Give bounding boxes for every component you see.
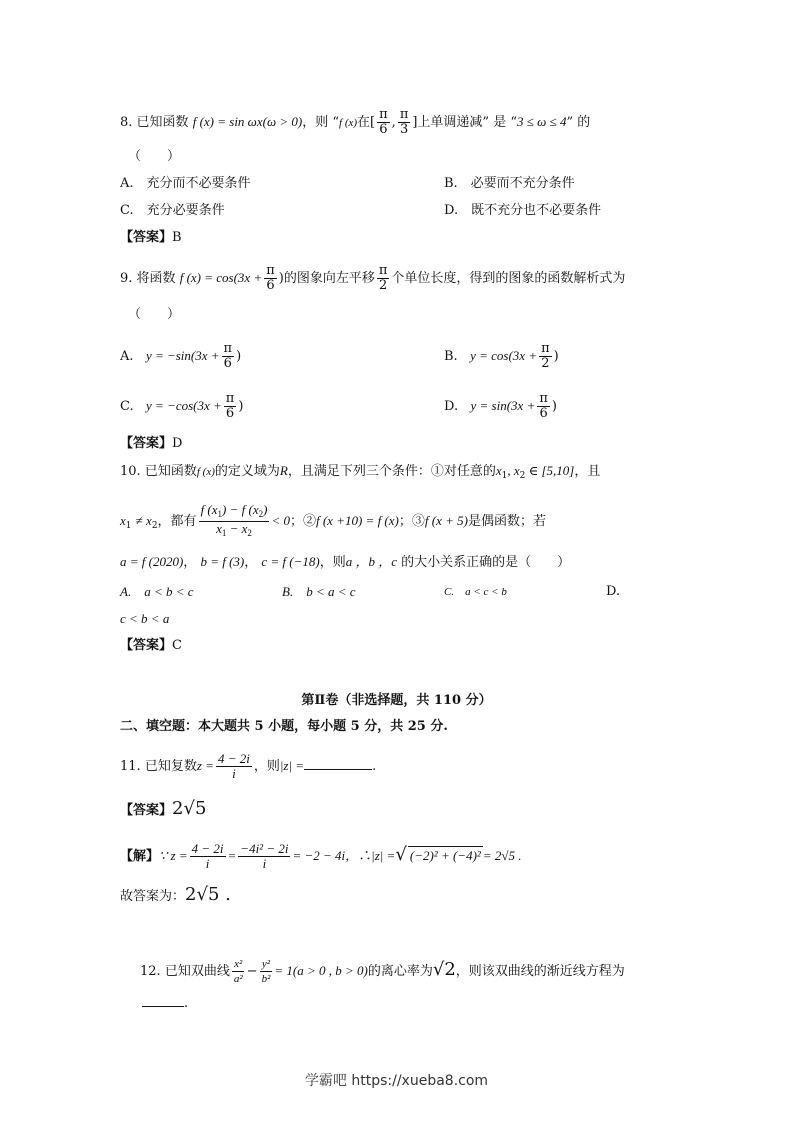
condition-3: f (x + 5) bbox=[424, 513, 468, 528]
numerator: π bbox=[266, 263, 275, 278]
q9-frac-2 bbox=[377, 264, 390, 293]
den-part: x bbox=[216, 521, 222, 536]
q9-text: 将函数 bbox=[136, 271, 176, 286]
option-label: B. bbox=[444, 349, 458, 364]
question-number: 9. bbox=[120, 271, 133, 286]
numerator: −4i² − 2i bbox=[240, 841, 289, 856]
denominator: 2 bbox=[378, 278, 388, 293]
q11-final bbox=[120, 886, 231, 906]
numerator: y² bbox=[261, 958, 271, 970]
q9-text: )的图象向左平移 bbox=[278, 271, 375, 286]
q10-option-c: C. a < c < b bbox=[444, 586, 507, 598]
q9-option-b bbox=[444, 342, 559, 371]
q9-a-frac bbox=[222, 342, 235, 371]
denominator: i bbox=[205, 856, 210, 871]
q11-answer bbox=[120, 800, 206, 820]
q10-frac bbox=[199, 503, 270, 540]
q8-answer bbox=[120, 229, 182, 247]
q9-option-d bbox=[444, 392, 557, 421]
q11-text: 已知复数 bbox=[144, 759, 197, 774]
numerator: π bbox=[379, 107, 388, 122]
q11-frac bbox=[216, 752, 252, 781]
num-part: f (x bbox=[200, 502, 218, 517]
q10-text: ，且 bbox=[574, 464, 601, 479]
q10-domain: R bbox=[279, 463, 288, 478]
q9-frac-1 bbox=[264, 264, 277, 293]
paren-close: ) bbox=[551, 399, 557, 414]
numerator: π bbox=[399, 107, 409, 122]
q12-frac-y bbox=[260, 957, 273, 986]
subscript: 2 bbox=[151, 521, 158, 531]
q9-d-frac bbox=[537, 392, 550, 421]
q8-line1: 8. 已知函数 f (x) = sin ωx(ω > 0)，则 “f (x)在[ $\frac{\pi}{6}$ , $\frac{\pi}{3}$ ]上单调递减” 是 “3 ≤ ω ≤ 4” 的 bbox=[120, 107, 591, 137]
condition-2: f (x +10) = f (x) bbox=[315, 513, 399, 528]
denominator bbox=[214, 522, 254, 540]
q10-text: 的定义域为 bbox=[214, 464, 280, 479]
answer-value: D bbox=[172, 436, 183, 451]
equals: = bbox=[227, 848, 237, 863]
q8-text: 在[ bbox=[357, 115, 376, 130]
q10-text: ，都有 bbox=[157, 514, 197, 529]
option-label: A. bbox=[120, 349, 134, 364]
denominator: 3 bbox=[399, 122, 409, 137]
option-expr: y = −cos(3x + bbox=[146, 398, 222, 413]
var-x: x bbox=[495, 463, 502, 478]
q12-equation: = 1(a > 0 , b > 0) bbox=[274, 963, 368, 978]
question-number: 10. bbox=[120, 464, 141, 479]
den-part: − x bbox=[226, 521, 248, 536]
denominator: b² bbox=[261, 973, 271, 985]
denominator: i bbox=[232, 766, 236, 781]
q8-paren: （ ） bbox=[128, 149, 181, 164]
numerator: 4 − 2i bbox=[217, 751, 250, 766]
numerator bbox=[199, 503, 270, 522]
q9-line1 bbox=[120, 264, 625, 293]
subscript: 2 bbox=[258, 509, 264, 519]
neq: ≠ x bbox=[135, 513, 152, 528]
q9-paren: （ ） bbox=[128, 307, 181, 322]
q12-line2 bbox=[142, 994, 188, 1013]
final-answer: 2√5 . bbox=[185, 884, 231, 905]
var-x: x bbox=[120, 513, 126, 528]
q10-line3: a = f (2020)， b = f (3)， c = f (−18)，则a ，b ，c 的大小关系正确的是（ ） bbox=[120, 554, 571, 570]
denominator: a² bbox=[233, 973, 243, 985]
q9-answer bbox=[120, 435, 182, 453]
lt-zero: < 0 bbox=[271, 513, 290, 528]
eccentricity: √2 bbox=[432, 959, 456, 980]
period: . bbox=[372, 759, 377, 774]
sol-part: = 2√5 . bbox=[482, 848, 522, 863]
q8-text: ” 的 bbox=[566, 115, 591, 130]
section-subtitle: 二、填空题：本大题共 5 小题，每小题 5 分，共 25 分. bbox=[120, 719, 448, 734]
abs-z: |z| = bbox=[279, 758, 305, 773]
num-part: ) − f (x bbox=[222, 502, 259, 517]
answer-blank[interactable] bbox=[142, 994, 184, 1007]
q10-line2 bbox=[120, 503, 546, 544]
q8-option-a: A. 充分而不必要条件 bbox=[120, 176, 251, 191]
q10-option-d-value: c < b < a bbox=[120, 611, 170, 626]
denominator: 6 bbox=[223, 356, 232, 371]
paren-close: ) bbox=[553, 349, 559, 364]
sol-part: = −2 − 4i bbox=[292, 848, 346, 863]
def-a: a = f (2020) bbox=[120, 554, 184, 569]
numerator: π bbox=[225, 391, 235, 406]
q10-text: ，则 bbox=[319, 555, 346, 570]
q10-text: 已知函数 bbox=[144, 464, 197, 479]
option-expr: y = −sin(3x + bbox=[145, 348, 220, 363]
def-b: b = f (3) bbox=[200, 554, 245, 569]
q10-option-d: D. bbox=[606, 584, 621, 599]
q10-text: 是偶函数；若 bbox=[467, 514, 546, 529]
solution-label: 【解】 bbox=[120, 849, 160, 864]
q8-frac-1 bbox=[377, 108, 390, 137]
denominator: i bbox=[262, 856, 267, 871]
denominator: 6 bbox=[266, 278, 275, 293]
q10-option-b: B. b < a < c bbox=[282, 584, 356, 599]
numerator: π bbox=[541, 341, 550, 356]
paren-close: ) bbox=[236, 349, 242, 364]
def-c: c = f (−18) bbox=[261, 554, 320, 569]
answer-value: C bbox=[172, 638, 182, 653]
q10-option-a: A. a < b < c bbox=[120, 584, 194, 599]
q8-frac-2 bbox=[398, 108, 411, 137]
num-part: ) bbox=[263, 502, 268, 517]
q9-c-frac bbox=[224, 392, 237, 421]
q9-option-c bbox=[120, 392, 243, 421]
q10-fx: f (x) bbox=[196, 466, 215, 478]
q8-text: ]上单调递减” 是 “ bbox=[412, 115, 517, 130]
sol-part: ∵ z = bbox=[159, 848, 188, 863]
q8-fx: f (x) bbox=[339, 117, 358, 129]
question-number: 8. bbox=[120, 115, 133, 130]
sqrt-expr: (−2)² + (−4)² bbox=[409, 848, 481, 863]
q8-text: 已知函数 bbox=[136, 115, 189, 130]
q10-text: 的大小关系正确的是（ ） bbox=[401, 555, 571, 570]
answer-label: 【答案】 bbox=[120, 230, 173, 245]
answer-blank[interactable] bbox=[304, 757, 372, 770]
q9-function: f (x) = cos(3x + bbox=[179, 270, 263, 285]
q12-frac-x bbox=[232, 957, 245, 986]
q10-text: ，且满足下列三个条件：①对任意的 bbox=[287, 464, 496, 479]
var-x: , x bbox=[507, 463, 520, 478]
q8-option-d: D. 既不充分也不必要条件 bbox=[444, 203, 602, 218]
section-title: 第Ⅱ卷（非选择题，共 110 分） bbox=[301, 693, 492, 708]
q10-text: ；② bbox=[289, 514, 316, 529]
option-expr: y = sin(3x + bbox=[470, 398, 536, 413]
answer-value: B bbox=[172, 230, 182, 245]
answer-label: 【答案】 bbox=[120, 638, 173, 653]
var-z: z = bbox=[196, 758, 214, 773]
answer-label: 【答案】 bbox=[120, 803, 173, 818]
q11-text: ，则 bbox=[253, 759, 280, 774]
q10-line1 bbox=[120, 462, 600, 485]
numerator: π bbox=[539, 391, 548, 406]
q8-option-b: B. 必要而不充分条件 bbox=[444, 176, 575, 191]
subscript: 1 bbox=[125, 521, 132, 531]
option-label: D. bbox=[444, 399, 459, 414]
sol-part: ，∴|z| = bbox=[345, 848, 396, 863]
q8-option-c: C. 充分必要条件 bbox=[120, 203, 225, 218]
q11-line1 bbox=[120, 752, 376, 781]
q12-text: 的离心率为 bbox=[367, 964, 433, 979]
paren-close: ) bbox=[238, 399, 244, 414]
denominator: 6 bbox=[225, 406, 235, 421]
option-expr: y = cos(3x + bbox=[470, 348, 538, 363]
sol-frac-1 bbox=[190, 842, 226, 871]
numerator: x² bbox=[234, 958, 243, 970]
numerator: π bbox=[223, 341, 233, 356]
option-label: C. bbox=[120, 399, 134, 414]
denominator: 2 bbox=[541, 356, 550, 371]
subscript: 1 bbox=[217, 509, 223, 519]
q8-function: f (x) = sin ωx(ω > 0) bbox=[192, 114, 303, 129]
subscript: 1 bbox=[221, 528, 227, 538]
footer-watermark: 学霸吧 https://xueba8.com bbox=[304, 1073, 489, 1089]
denominator: 6 bbox=[379, 122, 388, 137]
q12-text: ，则该双曲线的渐近线方程为 bbox=[455, 964, 625, 979]
q8-condition: 3 ≤ ω ≤ 4 bbox=[517, 114, 567, 129]
numerator: π bbox=[378, 263, 388, 278]
subscript: 2 bbox=[247, 528, 252, 538]
denominator: 6 bbox=[539, 406, 548, 421]
final-label: 故答案为： bbox=[120, 889, 186, 904]
q12-text: 已知双曲线 bbox=[164, 964, 230, 979]
period: . bbox=[184, 996, 189, 1011]
sol-frac-2 bbox=[238, 842, 290, 871]
q12-line1: 12. 已知双曲线 $\frac{\text{x²}}{\text{a²}}$ − $\frac{\text{y²}}{\text{b²}}$ = 1(a > 0 , b > 0)的离心率为√2，则该双曲线的渐近线方程为 bbox=[140, 958, 625, 985]
q8-text: ，则 “ bbox=[302, 115, 340, 130]
q11-solution: 【解】∵ z = $\frac{4 - 2i}{i}$ = $\frac{\text{−4i² − 2i}}{i}$ = −2 − 4i，∴|z| =√ (−2)² + (−4)² = 2√5 . bbox=[120, 841, 522, 871]
q9-text: 个单位长度，得到的图象的函数解析式为 bbox=[391, 271, 626, 286]
q10-answer bbox=[120, 637, 182, 655]
subscript: 1 bbox=[501, 471, 508, 481]
answer-value: 2√5 bbox=[172, 798, 207, 819]
question-number: 12. bbox=[140, 964, 161, 979]
q10-text: ；③ bbox=[398, 514, 425, 529]
subscript: 2 bbox=[519, 471, 526, 481]
abc: a ，b ，c bbox=[345, 554, 398, 569]
numerator: 4 − 2i bbox=[191, 841, 224, 856]
q9-option-a bbox=[120, 342, 241, 371]
q10-range: ∈ [5,10] bbox=[525, 463, 575, 478]
q9-b-frac bbox=[539, 342, 552, 371]
answer-label: 【答案】 bbox=[120, 436, 173, 451]
question-number: 11. bbox=[120, 759, 141, 774]
